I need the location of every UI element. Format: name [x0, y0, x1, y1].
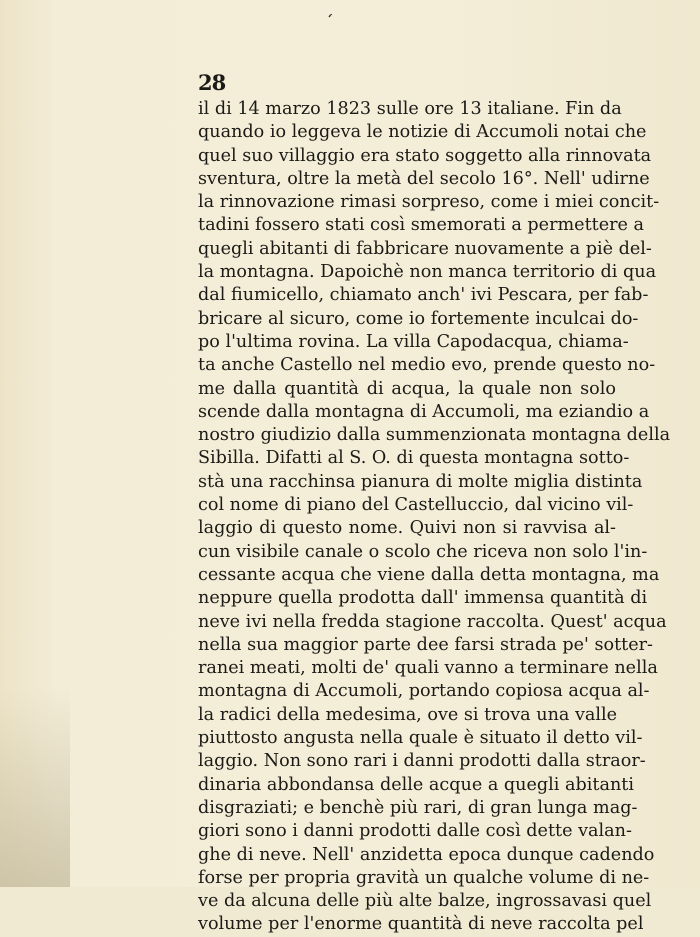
text-line: cun visibile canale o scolo che riceva non solo l'in-: [198, 541, 648, 562]
text-line: la radici della medesima, ove si trova una valle: [198, 704, 618, 725]
page-shadow: [0, 687, 70, 887]
text-line: sventura, oltre la metà del secolo 16°. Nell' udirne: [198, 168, 650, 189]
text-line: ranei meati, molti de' quali vanno a terminare nella: [198, 658, 658, 679]
text-line: stà una racchinsa pianura di molte miglia distinta: [198, 471, 643, 492]
text-line: disgraziati; e benchè più rari, di gran lunga mag-: [198, 797, 638, 818]
text-line: dinaria abbondansa delle acque a quegli abitanti: [198, 774, 634, 795]
text-line: nella sua maggior parte dee farsi strada pe' sotter-: [198, 634, 653, 655]
text-line: col nome di piano del Castelluccio, dal vicino vil-: [198, 495, 634, 516]
text-line: tadini fossero stati così smemorati a permettere a: [198, 215, 645, 236]
text-line: la montagna. Dapoichè non manca territorio di qua: [198, 262, 657, 283]
text-line: volume per l'enorme quantità di neve raccolta pel: [198, 914, 644, 935]
text-line: il di 14 marzo 1823 sulle ore 13 italiane. Fin da: [198, 99, 622, 119]
text-line: neppure quella prodotta dall' immensa quantità di: [198, 588, 648, 609]
text-line: piuttosto angusta nella quale è situato il detto vil-: [198, 728, 643, 749]
text-line: quel suo villaggio era stato soggetto alla rinnovata: [198, 145, 652, 166]
body-text: [198, 98, 671, 937]
text-line: cessante acqua che viene dalla detta montagna, ma: [198, 564, 660, 585]
text-line: laggio. Non sono rari i danni prodotti dalla straor-: [198, 751, 646, 772]
text-line: Sibilla. Difatti al S. O. di questa montagna sotto-: [198, 448, 630, 469]
text-line: giori sono i danni prodotti dalle così dette valan-: [198, 821, 632, 842]
text-line: bricare al sicuro, come io fortemente inculcai do-: [198, 308, 639, 329]
text-line: forse per propria gravità un qualche volume di ne-: [198, 867, 650, 888]
top-mark: ʻ: [322, 9, 335, 30]
text-line: quando io leggeva le notizie di Accumoli notai che: [198, 122, 647, 143]
text-line: ghe di neve. Nell' anzidetta epoca dunque cadendo: [198, 844, 655, 865]
text-line: po l'ultima rovina. La villa Capodacqua, chiama-: [198, 331, 629, 352]
text-line: quegli abitanti di fabbricare nuovamente a piè del-: [198, 238, 652, 259]
text-line: neve ivi nella fredda stagione raccolta. Quest' acqua: [198, 611, 667, 632]
text-line: ta anche Castello nel medio evo, prende questo no-: [198, 355, 656, 376]
text-line: me dalla quantità di acqua, la quale non solo: [198, 378, 616, 399]
text-line: laggio di questo nome. Quivi non si ravvisa al-: [198, 518, 616, 539]
page-number: 28: [198, 70, 226, 95]
text-line: scende dalla montagna di Accumoli, ma eziandio a: [198, 401, 650, 422]
text-line: dal fiumicello, chiamato anch' ivi Pescara, per fab-: [198, 285, 649, 306]
text-line: ve da alcuna delle più alte balze, ingrossavasi quel: [198, 891, 652, 912]
text-line: la rinnovazione rimasi sorpreso, come i miei concit-: [198, 192, 660, 213]
text-line: nostro giudizio dalla summenzionata montagna della: [198, 425, 671, 446]
text-line: montagna di Accumoli, portando copiosa acqua al-: [198, 681, 650, 702]
